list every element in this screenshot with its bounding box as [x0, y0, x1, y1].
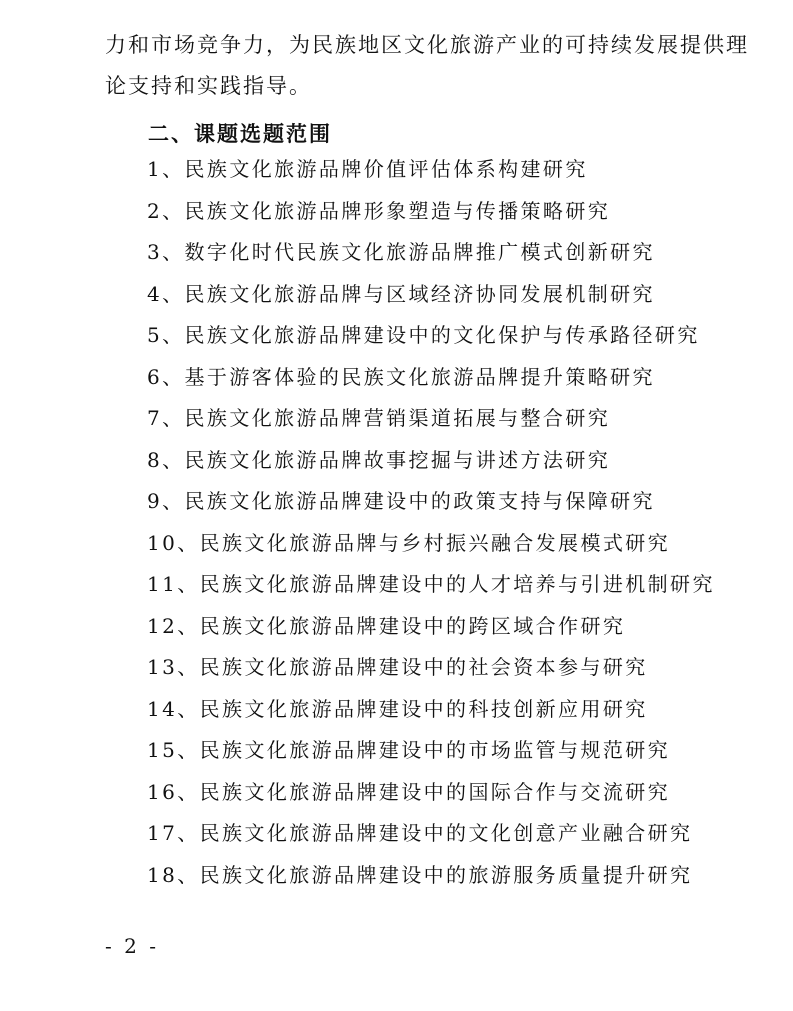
topic-item: 9、民族文化旅游品牌建设中的政策支持与保障研究: [147, 489, 655, 513]
topic-item: 17、民族文化旅游品牌建设中的文化创意产业融合研究: [147, 821, 693, 845]
topic-item: 8、民族文化旅游品牌故事挖掘与讲述方法研究: [147, 447, 611, 472]
topic-item: 7、民族文化旅游品牌营销渠道拓展与整合研究: [147, 406, 611, 430]
topic-item: 15、民族文化旅游品牌建设中的市场监管与规范研究: [147, 738, 671, 762]
topic-item: 18、民族文化旅游品牌建设中的旅游服务质量提升研究: [147, 862, 693, 887]
page-number: - 2 -: [105, 934, 159, 958]
topic-item: 4、民族文化旅游品牌与区域经济协同发展机制研究: [147, 281, 655, 306]
section-heading: 二、课题选题范围: [148, 121, 332, 146]
topic-list: [147, 154, 715, 901]
intro-paragraph-line-1: 力和市场竞争力，为民族地区文化旅游产业的可持续发展提供理: [105, 33, 749, 57]
topic-item: 6、基于游客体验的民族文化旅游品牌提升策略研究: [147, 364, 655, 389]
intro-paragraph-line-2: 论支持和实践指导。: [105, 74, 312, 98]
topic-item: 1、民族文化旅游品牌价值评估体系构建研究: [147, 157, 588, 181]
topic-item: 16、民族文化旅游品牌建设中的国际合作与交流研究: [147, 779, 671, 804]
topic-item: 5、民族文化旅游品牌建设中的文化保护与传承路径研究: [147, 323, 700, 347]
topic-item: 14、民族文化旅游品牌建设中的科技创新应用研究: [147, 696, 648, 721]
topic-item: 12、民族文化旅游品牌建设中的跨区域合作研究: [147, 613, 626, 638]
topic-item: 13、民族文化旅游品牌建设中的社会资本参与研究: [147, 655, 648, 679]
topic-item: 11、民族文化旅游品牌建设中的人才培养与引进机制研究: [147, 572, 715, 596]
topic-item: 3、数字化时代民族文化旅游品牌推广模式创新研究: [147, 240, 655, 264]
topic-item: 10、民族文化旅游品牌与乡村振兴融合发展模式研究: [147, 530, 671, 555]
topic-item: 2、民族文化旅游品牌形象塑造与传播策略研究: [147, 198, 611, 223]
